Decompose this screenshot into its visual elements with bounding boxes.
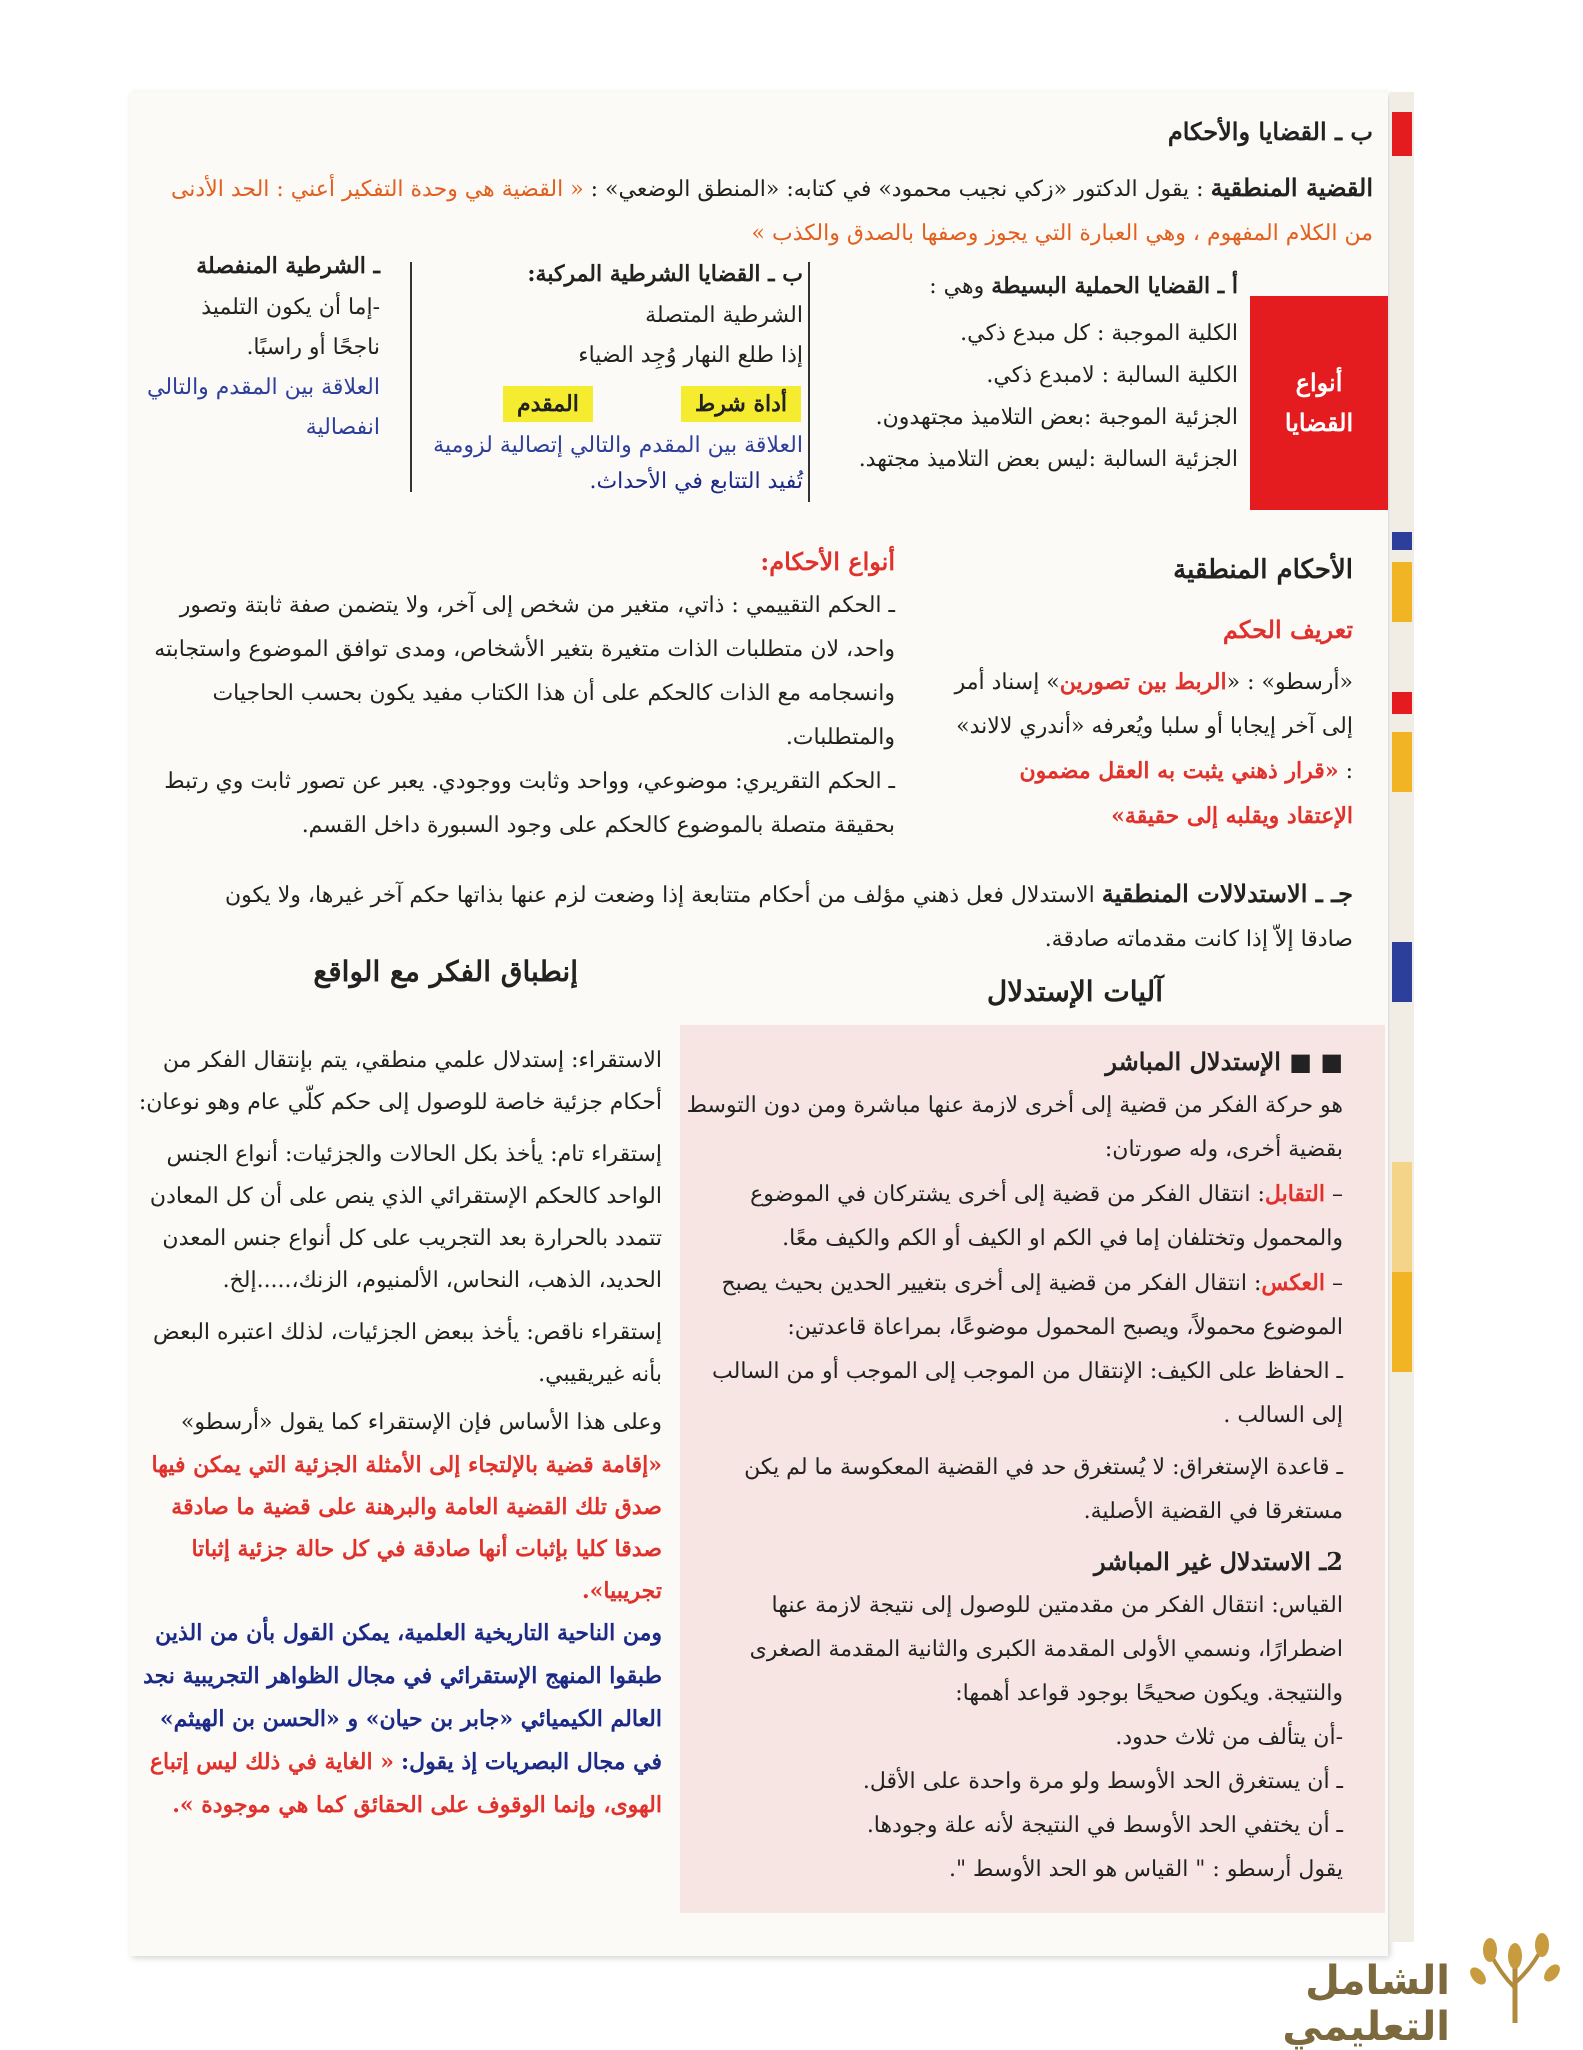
simple-heading-suffix: وهي : (929, 274, 985, 299)
proposition-types-box (1250, 296, 1388, 510)
judgments-heading: الأحكام المنطقية (1173, 555, 1353, 585)
conversion-rule-2: ـ قاعدة الإستغراق: لا يُستغرق حد في القضية المعكوسة ما لم يكن مستغرقا في القضية الأصلية. (744, 1455, 1343, 1524)
inferences-text-2: صادقا إلاّ إذا كانت مقدماته صادقة. (1044, 927, 1353, 952)
inferences-heading: جـ ـ الاستدلالات المنطقية (1101, 879, 1353, 908)
proposition-quote-2: من الكلام المفهوم ، وهي العبارة التي يجوز وصفها بالصدق والكذب » (751, 221, 1373, 246)
conversion-rule-1: ـ الحفاظ على الكيف: الإنتقال من الموجب إلى الموجب أو من السالب إلى السالب . (712, 1359, 1343, 1428)
judgment-types (135, 540, 895, 848)
conversion-text: : انتقال الفكر من قضية إلى أخرى بتغيير الحدين بحيث يصبح الموضوع محمولاً، ويصبح المحمول موضوعًا، بمراعاة قاعدتين: (721, 1271, 1343, 1340)
reality-heading: إنطباق الفكر مع الواقع (313, 955, 578, 988)
proposition-label: القضية المنطقية (1210, 173, 1373, 202)
judgment-type-evaluative: ـ الحكم التقييمي : ذاتي، متغير من شخص إلى آخر، ولا يتضمن صفة ثابتة وتصور واحد، لان متطلبات الذات متغيرة بتغير الأشخاص، ومدى توافق الموضوع واستجابته وانسجامه مع الذات كالحكم على أن هذا الكتاب مفيد يكون بحسب الحاجيات والمتطلبات. (154, 593, 895, 750)
judgment-def-heading: تعريف الحكم (1222, 615, 1353, 644)
compound-line-2: إذا طلع النهار وُجِد الضياء (578, 343, 803, 368)
complete-induction: إستقراء تام: يأخذ بكل الحالات والجزئيات: أنواع الجنس الواحد كالحكم الإستقرائي الذي ينص على أن كل المعادن تتمدد بالحرارة بعد التجريب على كل أنواع جنس المعدن الحديد، الذهب، النحاس، الألمنيوم، الزنك،.....إلخ. (149, 1142, 662, 1293)
types-label-2: القضايا (1284, 408, 1354, 437)
direct-heading: ■ الإستدلال المباشر (1105, 1047, 1312, 1076)
condition-tag: أداة شرط (681, 386, 801, 422)
syllogism-text: القياس: انتقال الفكر من مقدمتين للوصول إلى نتيجة لازمة عنها اضطرارًا، ونسمي الأولى المقدمة الكبرى والثانية المقدمة الصغرى والنتيجة. ويكون صحيحًا بوجود قواعد أهمها: (749, 1593, 1343, 1706)
disjunctive-heading: ـ الشرطية المنفصلة (196, 253, 380, 279)
tab-red (1392, 112, 1412, 156)
disjunctive-line-2: ناجحًا أو راسبًا. (246, 335, 380, 360)
induction-quote: «إقامة قضية بالإلتجاء إلى الأمثلة الجزئية التي يمكن فيها صدق تلك القضية العامة والبرهنة على قضية ما صادقة صدقا كليا بإثبات أنها صادقة في كل حالة جزئية إثباتا تجريبيا». (151, 1452, 662, 1604)
tab-yellow-2 (1392, 732, 1412, 792)
disjunctive-propositions (140, 250, 380, 444)
judgment-types-heading: أنواع الأحكام: (760, 547, 895, 576)
tab-blue (1392, 532, 1412, 550)
incomplete-induction: إستقراء ناقص: يأخذ ببعض الجزئيات، لذلك اعتبره البعض بأنه غيريقيبي. (153, 1320, 662, 1387)
opposition-label: التقابل (1264, 1181, 1325, 1207)
antecedent-tag: المقدم (503, 386, 593, 422)
square-bullet-icon: ■ (1320, 1047, 1343, 1076)
proposition-definition (143, 172, 1373, 206)
tab-yellow (1392, 562, 1412, 622)
aristotle-induction: وعلى هذا الأساس فإن الإستقراء كما يقول «أرسطو» (180, 1410, 662, 1435)
def-post: » إسناد أمر (954, 670, 1060, 695)
aristotle-quote: يقول أرسطو : " القياس هو الحد الأوسط ". (948, 1857, 1343, 1882)
ibn-haytham-quote: « الغاية في ذلك ليس إتباع الهوى، وإنما الوقوف على الحقائق كما هي موجودة ». (149, 1749, 662, 1818)
conversion-label: العكس (1261, 1270, 1325, 1296)
types-label-1: أنواع (1295, 368, 1343, 397)
reality-content (132, 1040, 662, 1827)
simple-heading: أ ـ القضايا الحملية البسيطة (991, 273, 1238, 299)
tab-blue-2 (1392, 942, 1412, 1002)
mechanisms-heading: آليات الإستدلال (986, 975, 1163, 1008)
list-item: الجزئية السالبة :ليس بعض التلاميذ مجتهد. (858, 447, 1238, 472)
disjunctive-relation-1: العلاقة بين المقدم والتالي (146, 375, 380, 400)
disjunctive-line-1: -إما أن يكون التلميذ (201, 295, 380, 320)
list-item: الكلية السالبة : لامبدع ذكي. (986, 363, 1238, 388)
disjunctive-relation-2: انفصالية (305, 415, 380, 440)
inferences-text: الاستدلال فعل ذهني مؤلف من أحكام متتابعة إذا وضعت لزم عنها بذاتها حكم آخر غيرها، ولا يكون (224, 883, 1095, 908)
page-edge-tabs (1390, 92, 1414, 1942)
def-pre: «أرسطو» : « (1226, 670, 1353, 695)
section-heading: ب ـ القضايا والأحكام (1167, 117, 1373, 146)
list-item: الكلية الموجبة : كل مبدع ذكي. (960, 321, 1238, 346)
inferences-definition (123, 872, 1353, 962)
judgment-type-factual: ـ الحكم التقريري: موضوعي، وواحد وثابت ووجودي. يعبر عن تصور ثابت وي رتبط بحقيقة متصلة بالموضوع كالحكم على وجود السبورة داخل القسم. (164, 769, 895, 838)
def-line-2: إلى آخر إيجابا أو سلبا ويُعرفه «أندري لالاند» (956, 714, 1353, 739)
tab-yellow-4 (1392, 1272, 1412, 1372)
judgment-definition (913, 660, 1353, 838)
induction-definition: الاستقراء: إستدلال علمي منطقي، يتم بإنتقال الفكر من أحكام جزئية خاصة للوصول إلى حكم كلّي عام وهو نوعان: (138, 1048, 662, 1115)
compound-heading: ب ـ القضايا الشرطية المركبة: (527, 261, 803, 287)
opposition-text: : انتقال الفكر من قضية إلى أخرى يشتركان في الموضوع والمحمول وتختلفان إما في الكم او الكيف أو الكم والكيف معًا. (750, 1182, 1343, 1251)
simple-propositions (768, 270, 1238, 481)
column-divider (808, 262, 810, 502)
compound-relation-2: تُفيد التتابع في الأحداث. (589, 469, 803, 494)
proposition-quote-1: « القضية هي وحدة التفكير أعني : الحد الأدنى (170, 177, 584, 202)
syllogism-rule-2: ـ أن يستغرق الحد الأوسط ولو مرة واحدة على الأقل. (862, 1769, 1343, 1794)
column-divider (410, 262, 412, 492)
proposition-text: : يقول الدكتور «زكي نجيب محمود» في كتابه: «المنطق الوضعي» : (590, 177, 1204, 202)
indirect-heading: 2ـ الاستدلال غير المباشر (1093, 1547, 1343, 1576)
def-red: الربط بين تصورين (1059, 669, 1227, 695)
history-text: ومن الناحية التاريخية العلمية، يمكن القول بأن من الذين طبقوا المنهج الإستقرائي في مجال الظواهر التجريبية نجد العالم الكيميائي «جابر بن حيان» و «الحسن بن الهيثم» في مجال البصريات إذ يقول: (143, 1620, 662, 1775)
compound-line-1: الشرطية المتصلة (645, 303, 803, 328)
syllogism-rule-3: ـ أن يختفي الحد الأوسط في النتيجة لأنه علة وجودها. (866, 1813, 1343, 1838)
tree-logo-icon (1460, 1928, 1570, 2028)
def-line-3-pre: : (1345, 759, 1353, 784)
mechanisms-content: ■ ■ الإستدلال المباشر هو حركة الفكر من قضية إلى أخرى لازمة عنها مباشرة ومن دون التوسط بقضية أخرى، وله صورتان: – التقابل: انتقال الفكر من قضية إلى أخرى يشتركان في الموضوع والمحمول وتختلفان إما في الكم او الكيف أو الكم والكيف معًا. – العكس: انتقال الفكر من قضية إلى أخرى بتغيير الحدين بحيث يصبح الموضوع محمولاً، ويصبح المحمول موضوعًا، بمراعاة قاعدتين: ـ الحفاظ على الكيف: الإنتقال من الموجب إلى الموجب أو من السالب إلى السالب . ـ قاعدة الإستغراق: لا يُستغرق حد في القضية المعكوسة ما لم يكن مستغرقا في القضية الأصلية. 2ـ الاستدلال غير المباشر القياس: انتقال الفكر من مقدمتين للوصول إلى نتيجة لازمة عنها اضطرارًا، ونسمي الأولى المقدمة الكبرى والثانية المقدمة الصغرى والنتيجة. ويكون صحيحًا بوجود قواعد أهمها: -أن يتألف من ثلاث حدود. ـ أن يستغرق الحد الأوسط ولو مرة واحدة على الأقل. ـ أن يختفي الحد الأوسط في النتيجة لأنه علة وجودها. يقول أرسطو : " القياس هو الحد الأوسط ". (683, 1040, 1343, 1892)
list-item: الجزئية الموجبة :بعض التلاميذ مجتهدون. (875, 405, 1238, 430)
brand-name: الشامل التعليمي (1282, 1958, 1450, 2050)
compound-propositions (413, 258, 803, 498)
def-line-3-red: «قرار ذهني يثبت به العقل مضمون (1019, 758, 1339, 784)
brand-logo (1140, 1928, 1570, 2050)
tab-red-2 (1392, 692, 1412, 714)
syllogism-rule-1: -أن يتألف من ثلاث حدود. (1115, 1725, 1343, 1750)
direct-text: هو حركة الفكر من قضية إلى أخرى لازمة عنها مباشرة ومن دون التوسط بقضية أخرى، وله صورتان: (686, 1093, 1343, 1162)
def-line-4: الإعتقاد ويقلبه إلى حقيقة» (1111, 803, 1353, 829)
compound-relation-1: العلاقة بين المقدم والتالي إتصالية لزومية (433, 433, 803, 458)
